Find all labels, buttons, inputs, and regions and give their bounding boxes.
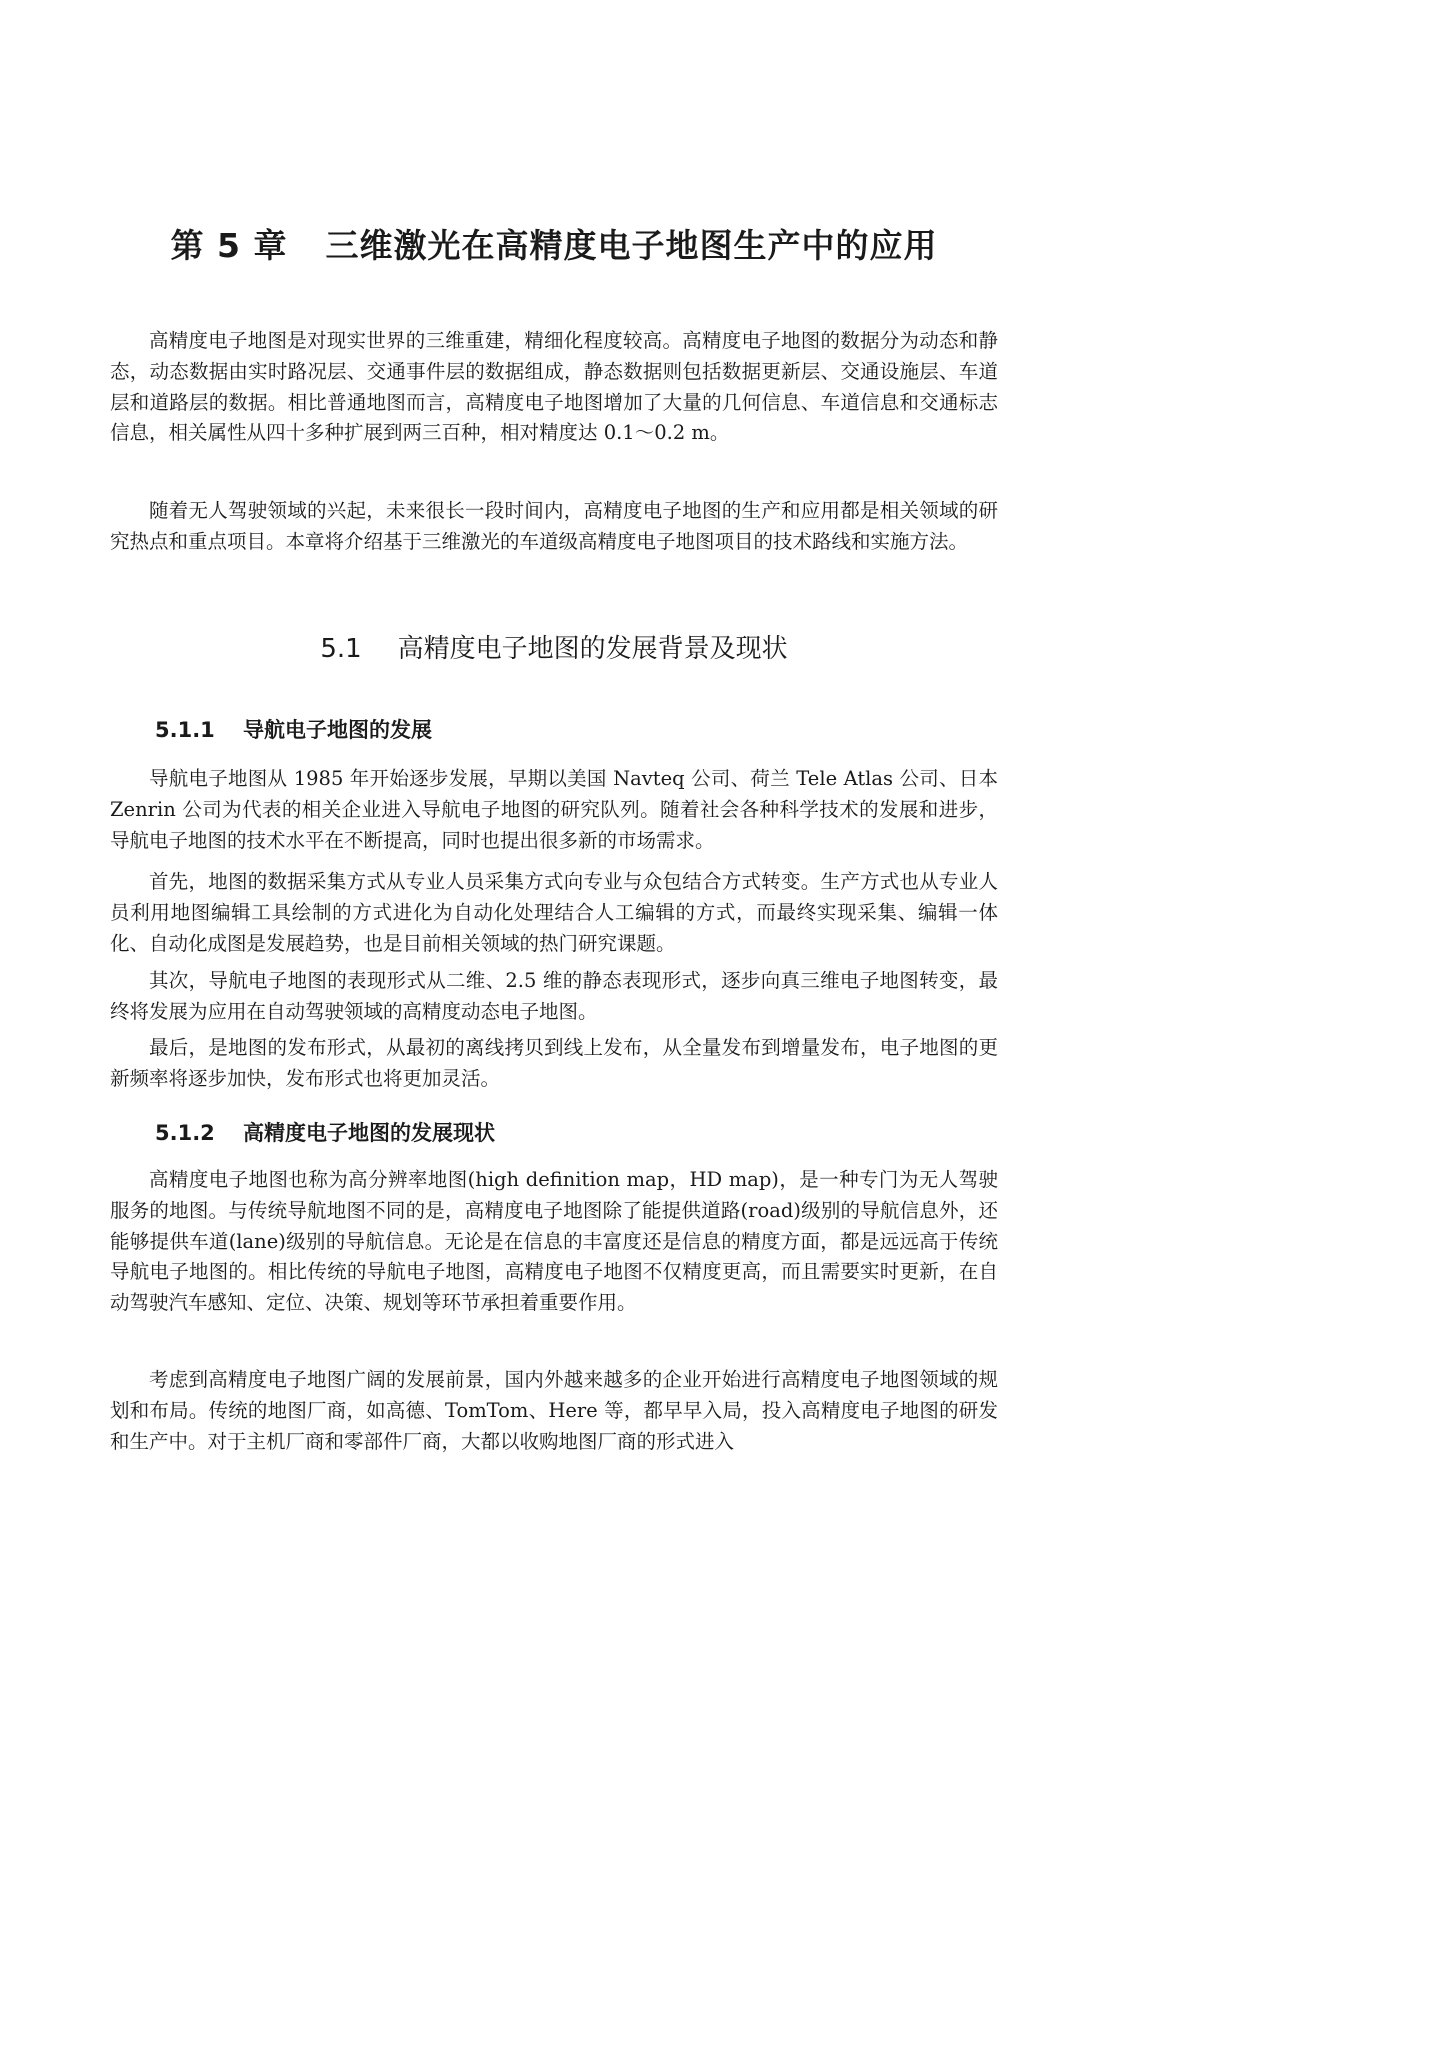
subsection-title-1: [155, 714, 432, 744]
section-number: 5.1: [320, 634, 362, 664]
chapter-title-text: 三维激光在高精度电子地图生产中的应用: [325, 226, 938, 265]
intro-paragraph-2: 随着无人驾驶领域的兴起，未来很长一段时间内，高精度电子地图的生产和应用都是相关领域的研究热点和重点项目。本章将介绍基于三维激光的车道级高精度电子地图项目的技术路线和实施方法。: [110, 499, 998, 553]
sub2-paragraph-1: 高精度电子地图也称为高分辨率地图(high definition map，HD map)，是一种专门为无人驾驶服务的地图。与传统导航地图不同的是，高精度电子地图除了能提供道路(road)级别的导航信息外，还能够提供车道(lane)级别的导航信息。无论是在信息的丰富度还是信息的精度方面，都是远远高于传统导航电子地图的。相比传统的导航电子地图，高精度电子地图不仅精度更高，而且需要实时更新，在自动驾驶汽车感知、定位、决策、规划等环节承担着重要作用。: [110, 1168, 998, 1315]
sub1-paragraph-1: 导航电子地图从 1985 年开始逐步发展，早期以美国 Navteq 公司、荷兰 Tele Atlas 公司、日本 Zenrin 公司为代表的相关企业进入导航电子地图的研究队列。随着社会各种科学技术的发展和进步，导航电子地图的技术水平在不断提高，同时也提出很多新的市场需求。: [110, 767, 998, 852]
subsection-1-number: 5.1.1: [155, 718, 215, 742]
section-title-text: 高精度电子地图的发展背景及现状: [397, 634, 788, 664]
subsection-1-title-text: 导航电子地图的发展: [243, 718, 432, 742]
subsection-2-number: 5.1.2: [155, 1121, 215, 1145]
sub1-paragraph-2: 首先，地图的数据采集方式从专业人员采集方式向专业与众包结合方式转变。生产方式也从专业人员利用地图编辑工具绘制的方式进化为自动化处理结合人工编辑的方式，而最终实现采集、编辑一体化、自动化成图是发展趋势，也是目前相关领域的热门研究课题。: [110, 870, 998, 955]
chapter-number: 第 5 章: [170, 226, 288, 265]
intro-paragraph-1: 高精度电子地图是对现实世界的三维重建，精细化程度较高。高精度电子地图的数据分为动态和静态，动态数据由实时路况层、交通事件层的数据组成，静态数据则包括数据更新层、交通设施层、车道层和道路层的数据。相比普通地图而言，高精度电子地图增加了大量的几何信息、车道信息和交通标志信息，相关属性从四十多种扩展到两三百种，相对精度达 0.1～0.2 m。: [110, 329, 998, 445]
subsection-2-title-text: 高精度电子地图的发展现状: [243, 1121, 495, 1145]
sub1-paragraph-4: 最后，是地图的发布形式，从最初的离线拷贝到线上发布，从全量发布到增量发布，电子地图的更新频率将逐步加快，发布形式也将更加灵活。: [110, 1036, 998, 1090]
sub2-paragraph-2: 考虑到高精度电子地图广阔的发展前景，国内外越来越多的企业开始进行高精度电子地图领域的规划和布局。传统的地图厂商，如高德、TomTom、Here 等，都早早入局，投入高精度电子地图的研发和生产中。对于主机厂商和零部件厂商，大都以收购地图厂商的形式进入: [110, 1368, 998, 1453]
sub1-paragraph-3: 其次，导航电子地图的表现形式从二维、2.5 维的静态表现形式，逐步向真三维电子地图转变，最终将发展为应用在自动驾驶领域的高精度动态电子地图。: [110, 969, 998, 1023]
section-title: [0, 628, 1108, 665]
subsection-title-2: [155, 1117, 495, 1147]
chapter-title: [0, 220, 1108, 267]
